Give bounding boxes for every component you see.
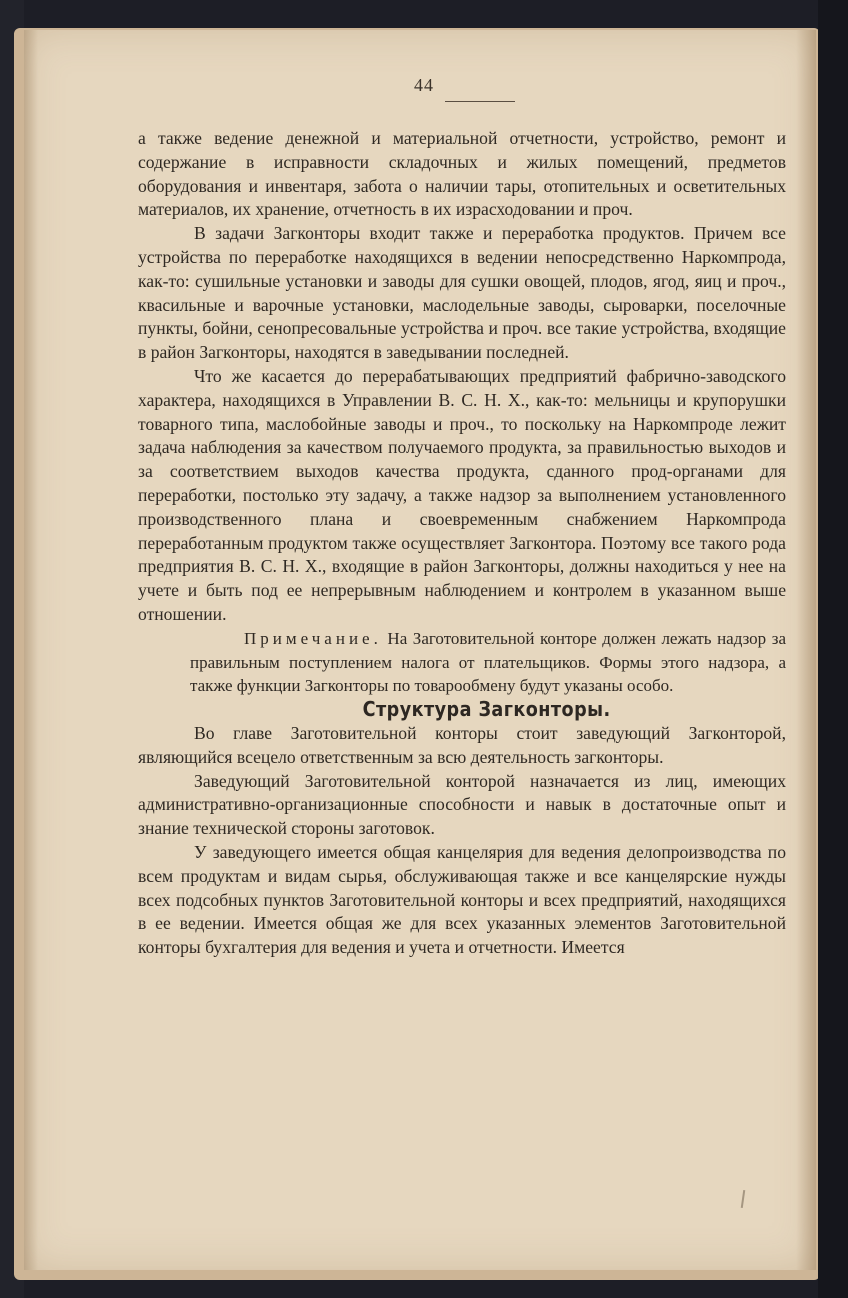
paragraph-5: Заведующий Заготовительной конторой назначается из лиц, имеющих административно-организационные способности и навык в достаточные опыт и знание технической стороны заготовок. <box>138 770 786 839</box>
page-text <box>138 127 786 960</box>
paragraph-3: Что же касается до перерабатывающих предприятий фабрично-заводского характера, находящихся в Управлении В. С. Н. Х., как-то: мельницы и крупорушки товарного типа, маслобойные заводы и проч., то поскольку на Наркомпроде лежит задача наблюдения за качеством получаемого продукта, за правильностью выходов и за соответствием выходов качества продукта, сданного прод-органами для переработки, постолько эту задачу, а также надзор за выполнением установленного производственного плана и своевременным снабжением Наркомпрода переработанным продуктом также осуществляет Загконтора. Поэтому все такого рода предприятия В. С. Н. Х., входящие в район Загконторы, должны находиться у нее на учете и быть под ее непрерывным наблюдением и контролем в указанном выше отношении. <box>138 365 786 624</box>
paragraph-1: а также ведение денежной и материальной отчетности, устройство, ремонт и содержание в исправности складочных и жилых помещений, предметов оборудования и инвентаря, забота о наличии тары, отопительных и осветительных материалов, их хранение, отчетность в их израсходовании и проч. <box>138 128 786 220</box>
page-fold-shadow <box>24 30 38 1270</box>
note-text: На Заготовительной конторе должен лежать надзор за правильным поступлением налога от плательщиков. Формы этого надзора, а также функции Загконторы по товарообмену будут указаны особо. <box>190 628 787 696</box>
paragraph-4: Во главе Заготовительной конторы стоит заведующий Загконторой, являющийся всецело ответственным за всю деятельность загконторы. <box>138 722 786 767</box>
note-paragraph <box>190 627 786 698</box>
page-number-underline <box>445 101 515 102</box>
paragraph-6: У заведующего имеется общая канцелярия для ведения делопроизводства по всем продуктам и видам сырья, обслуживающая также и все канцелярские нужды всех подсобных пунктов Заготовительной конторы и всех предприятий, находящихся в ее ведении. Имеется общая же для всех указанных элементов Заготовительной конторы бухгалтерия для ведения и учета и отчетности. Имеется <box>138 841 786 958</box>
page-number: 44 <box>414 75 434 95</box>
paragraph-2: В задачи Загконторы входит также и переработка продуктов. Причем все устройства по переработке находящихся в ведении непосредственно Наркомпрода, как-то: сушильные установки и заводы для сушки овощей, плодов, ягод, яиц и проч., квасильные и варочные установки, маслодельные заводы, сыроварки, поселочные пункты, бойни, сенопресовальные устройства и проч. все такие устройства, входящие в район Загконторы, находятся в заведывании последней. <box>138 223 786 363</box>
section-heading: Структура Загконторы. <box>362 697 611 722</box>
page-edge-shadow <box>796 30 816 1270</box>
right-background <box>818 0 848 1298</box>
note-label: Примечание. <box>244 628 382 648</box>
